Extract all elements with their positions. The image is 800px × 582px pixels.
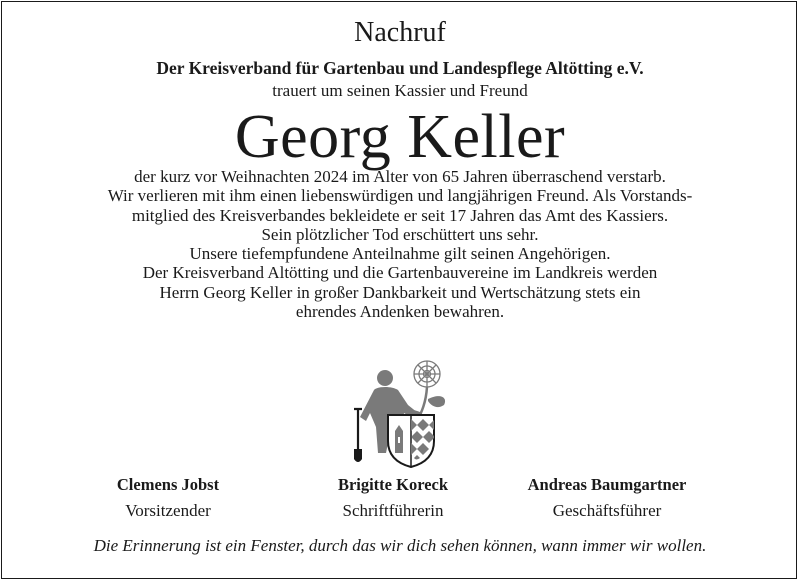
signatory-1: [68, 475, 268, 521]
closing-quote: Die Erinnerung ist ein Fenster, durch das wir dich sehen können, wann immer wir wollen.: [93, 536, 707, 555]
signatory-role: Geschäftsführer: [552, 501, 662, 520]
deceased-name: Georg Keller: [234, 103, 566, 171]
body-line: ehrendes Andenken bewahren.: [295, 302, 505, 322]
body-line: Wir verlieren mit ihm einen liebenswürdigen und langjährigen Freund. Als Vorstands-: [107, 186, 693, 206]
body-line: Herrn Georg Keller in großer Dankbarkeit und Wertschätzung stets ein: [159, 282, 641, 302]
body-line: Der Kreisverband Altötting und die Gartenbauvereine im Landkreis werden: [142, 263, 658, 283]
signatory-3: [507, 475, 707, 521]
organization-name: Der Kreisverband für Gartenbau und Landespflege Altötting e.V.: [156, 58, 644, 78]
signatory-2: [293, 475, 493, 521]
body-line: der kurz vor Weihnachten 2024 im Alter von 65 Jahren überraschend verstarb.: [134, 167, 666, 186]
signatory-name: Andreas Baumgartner: [527, 475, 687, 494]
subline: trauert um seinen Kassier und Freund: [272, 81, 528, 100]
body-line: mitglied des Kreisverbandes bekleidete er seit 17 Jahren das Amt des Kassiers.: [131, 205, 669, 225]
signatory-role: Vorsitzender: [125, 501, 211, 520]
signatory-name: Clemens Jobst: [116, 475, 220, 494]
body-line: Unsere tiefempfundene Anteilnahme gilt seinen Angehörigen.: [189, 244, 611, 264]
signatory-name: Brigitte Koreck: [337, 475, 449, 494]
body-line: Sein plötzlicher Tod erschüttert uns sehr.: [261, 224, 539, 244]
signatory-role: Schriftführerin: [342, 501, 444, 520]
obituary-heading: Nachruf: [354, 17, 446, 48]
obituary-body: [0, 167, 800, 321]
gardener-with-sunflower-and-coat-of-arms-icon: [348, 357, 452, 469]
